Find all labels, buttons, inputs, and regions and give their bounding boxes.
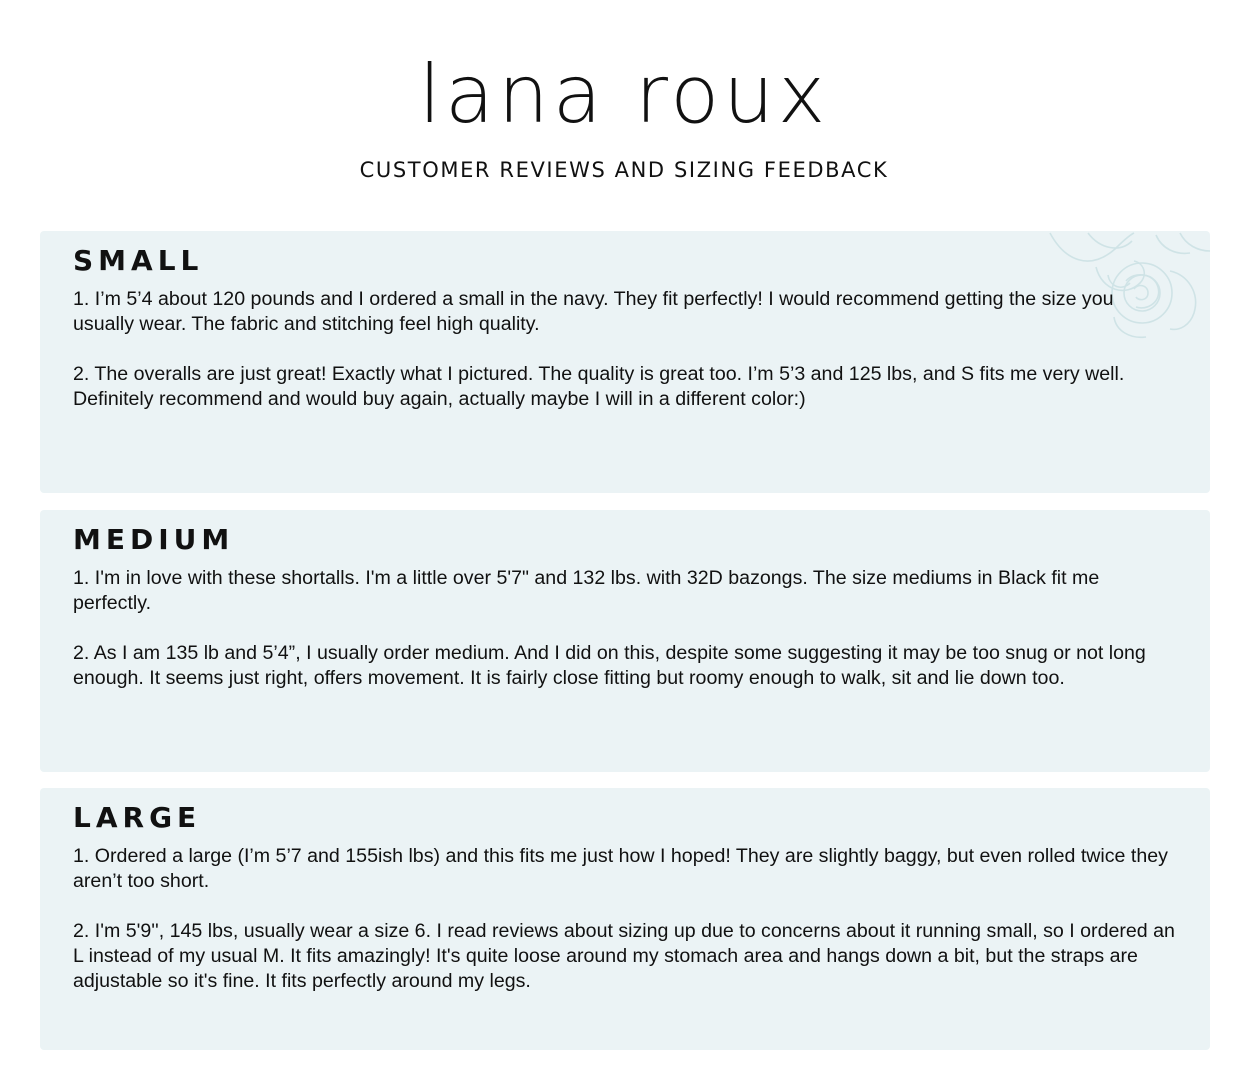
size-section-medium [40, 510, 1210, 772]
size-section-large [40, 788, 1210, 1050]
page-subtitle: CUSTOMER REVIEWS AND SIZING FEEDBACK [359, 158, 889, 182]
review-list-small [73, 287, 1178, 412]
review-medium-2: 2. As I am 135 lb and 5’4”, I usually order medium. And I did on this, despite some suggesting it may be too snug or not long enough. It seems just right, offers movement. It is fairly close fitting but roomy enough to walk, sit and lie down too. [73, 642, 1146, 689]
review-large-1: 1. Ordered a large (I’m 5’7 and 155ish lbs) and this fits me just how I hoped! They are slightly baggy, but even rolled twice they aren’t too short. [73, 845, 1168, 892]
size-heading-medium: MEDIUM [73, 523, 235, 556]
brand-logo: lana roux [418, 48, 830, 141]
size-heading-large: LARGE [73, 801, 202, 834]
review-list-medium [73, 566, 1178, 691]
review-small-1: 1. I’m 5’4 about 120 pounds and I ordered a small in the navy. They fit perfectly! I would recommend getting the size you usually wear. The fabric and stitching feel high quality. [73, 288, 1114, 335]
review-large-2: 2. I'm 5'9'', 145 lbs, usually wear a size 6. I read reviews about sizing up due to concerns about it running small, so I ordered an L instead of my usual M. It fits amazingly! It's quite loose around my stomach area and hangs down a bit, but the straps are adjustable so it's fine. It fits perfectly around my legs. [73, 920, 1175, 992]
size-heading-small: SMALL [73, 244, 204, 277]
size-section-small [40, 231, 1210, 493]
review-small-2: 2. The overalls are just great! Exactly what I pictured. The quality is great too. I’m 5’3 and 125 lbs, and S fits me very well. Definitely recommend and would buy again, actually maybe I will in a different color:) [73, 363, 1125, 410]
review-list-large [73, 844, 1178, 994]
review-medium-1: 1. I'm in love with these shortalls. I'm a little over 5'7" and 132 lbs. with 32D bazongs. The size mediums in Black fit me perfectly. [73, 567, 1100, 614]
